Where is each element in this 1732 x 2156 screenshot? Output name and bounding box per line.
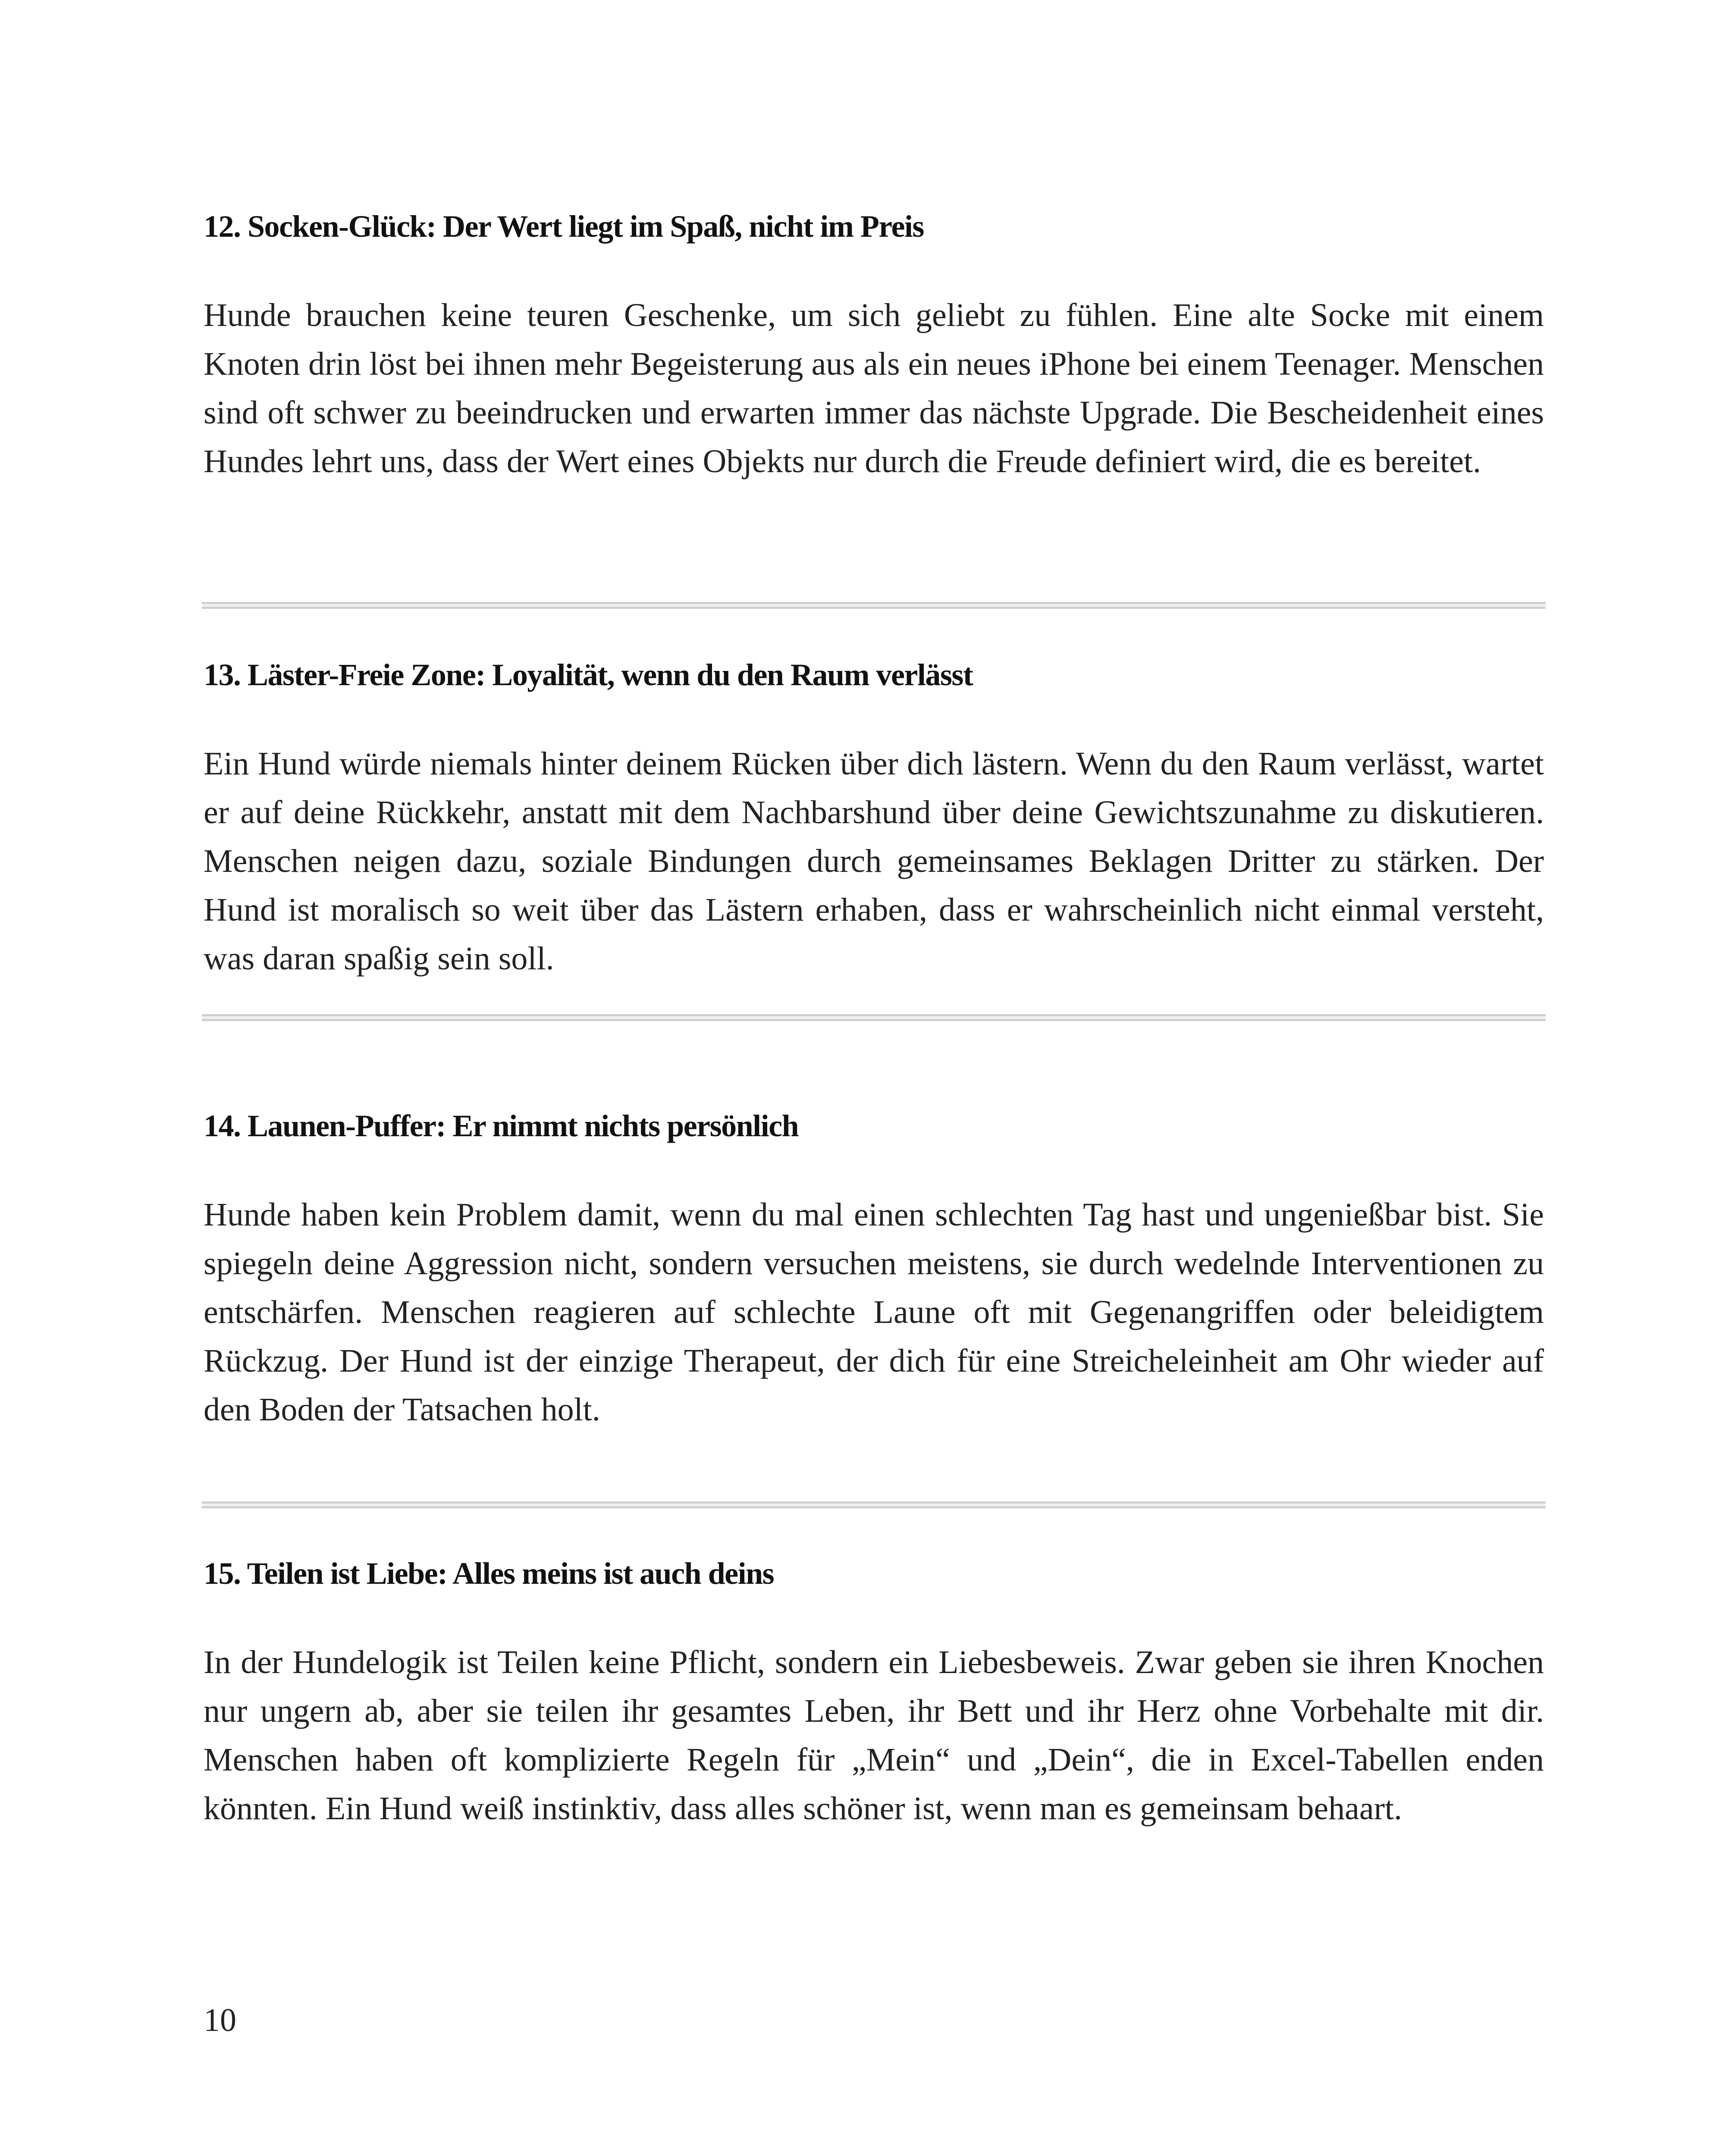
section-15 bbox=[204, 1554, 1544, 1833]
section-divider bbox=[202, 602, 1546, 609]
section-heading: 12. Socken-Glück: Der Wert liegt im Spaß, nicht im Preis bbox=[204, 209, 924, 244]
section-paragraph: Hunde brauchen keine teuren Geschenke, um sich geliebt zu fühlen. Eine alte Socke mit einem Knoten drin löst bei ihnen mehr Begeisterung aus als ein neues iPhone bei einem Teenager. Menschen sind oft schwer zu beeindrucken und erwarten immer das nächste Upgrade. Die Bescheidenheit eines Hundes lehrt uns, dass der Wert eines Objekts nur durch die Freude definiert wird, die es bereitet. bbox=[204, 297, 1544, 479]
section-divider bbox=[202, 1501, 1546, 1508]
section-divider bbox=[202, 1014, 1546, 1021]
section-14 bbox=[204, 1106, 1544, 1434]
section-paragraph: Ein Hund würde niemals hinter deinem Rücken über dich lästern. Wenn du den Raum verlässt, wartet er auf deine Rückkehr, anstatt mit dem Nachbarshund über deine Gewichtszunahme zu diskutieren. Menschen neigen dazu, soziale Bindungen durch gemeinsames Beklagen Dritter zu stärken. Der Hund ist moralisch so weit über das Lästern erhaben, dass er wahrscheinlich nicht einmal versteht, was daran spaßig sein soll. bbox=[204, 746, 1544, 977]
section-13 bbox=[204, 655, 1544, 983]
section-paragraph: In der Hundelogik ist Teilen keine Pflicht, sondern ein Liebesbeweis. Zwar geben sie ihren Knochen nur ungern ab, aber sie teilen ihr gesamtes Leben, ihr Bett und ihr Herz ohne Vorbehalte mit dir. Menschen haben oft komplizierte Regeln für „Mein“ und „Dein“, die in Excel-Tabellen enden könnten. Ein Hund weiß instinktiv, dass alles schöner ist, wenn man es gemeinsam behaart. bbox=[204, 1644, 1544, 1827]
section-12 bbox=[204, 207, 1544, 486]
section-paragraph: Hunde haben kein Problem damit, wenn du mal einen schlechten Tag hast und ungenießbar bist. Sie spiegeln deine Aggression nicht, sondern versuchen meistens, sie durch wedelnde Interventionen zu entschärfen. Menschen reagieren auf schlechte Laune oft mit Gegenangriffen oder beleidigtem Rückzug. Der Hund ist der einzige Therapeut, der dich für eine Streicheleinheit am Ohr wieder auf den Boden der Tatsachen holt. bbox=[204, 1197, 1544, 1428]
section-heading: 13. Läster-Freie Zone: Loyalität, wenn du den Raum verlässt bbox=[204, 658, 973, 692]
section-heading: 14. Launen-Puffer: Er nimmt nichts persönlich bbox=[204, 1109, 799, 1143]
page-number: 10 bbox=[204, 2002, 236, 2038]
section-heading: 15. Teilen ist Liebe: Alles meins ist auch deins bbox=[204, 1556, 774, 1591]
